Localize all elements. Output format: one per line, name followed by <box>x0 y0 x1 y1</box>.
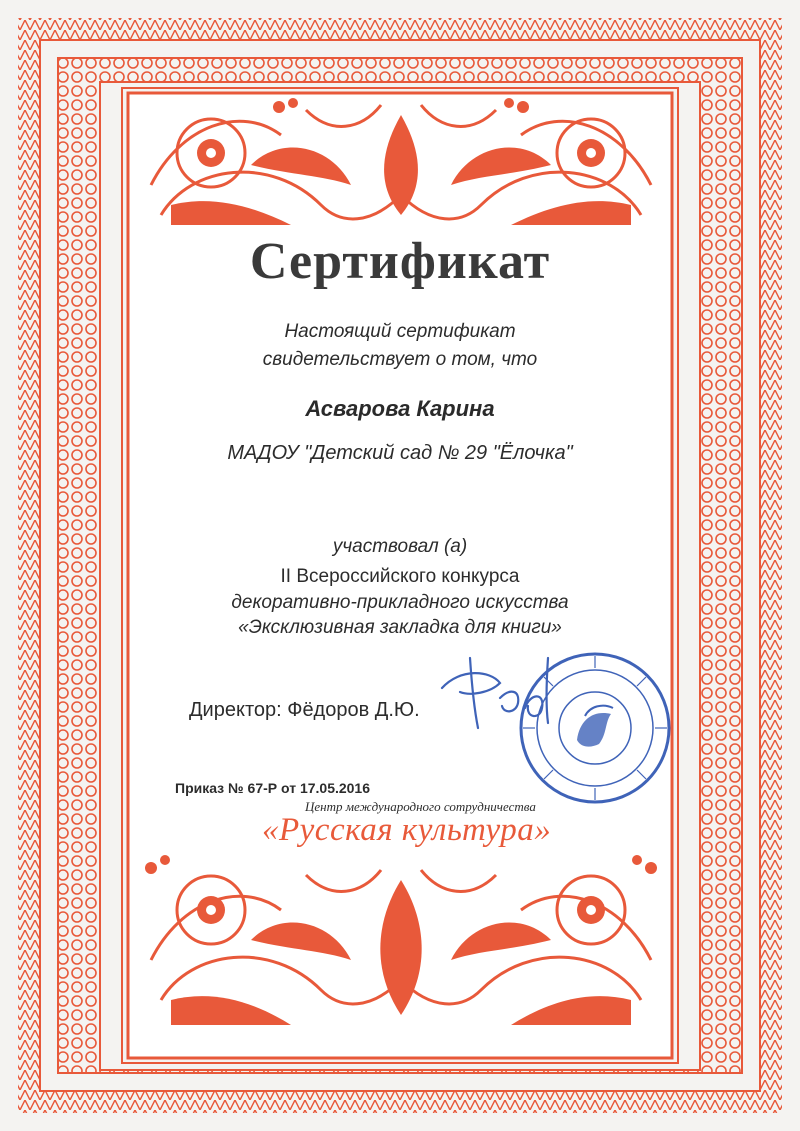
order-reference: Приказ № 67-Р от 17.05.2016 <box>175 780 371 796</box>
certificate-title: Сертификат <box>249 233 551 290</box>
official-stamp <box>515 648 675 808</box>
centre-label: Центр международного сотрудничества <box>305 799 536 814</box>
director-line: Директор: Фёдоров Д.Ю. <box>189 699 420 721</box>
contest-line-1: II Всероссийского конкурса <box>280 566 520 587</box>
organization: МАДОУ "Детский сад № 29 "Ёлочка" <box>227 442 573 464</box>
bottom-ornament <box>131 850 671 1055</box>
brand-name: «Русская культура» <box>262 812 552 848</box>
top-ornament <box>131 95 671 237</box>
intro-line-1: Настоящий сертификат <box>284 321 516 342</box>
contest-line-3: «Эксклюзивная закладка для книги» <box>238 617 562 638</box>
recipient-name: Асварова Карина <box>305 396 495 421</box>
contest-line-2: декоративно-прикладного искусства <box>231 592 569 613</box>
participation-text: участвовал (а) <box>332 536 468 557</box>
intro-line-2: свидетельствует о том, что <box>262 349 538 370</box>
